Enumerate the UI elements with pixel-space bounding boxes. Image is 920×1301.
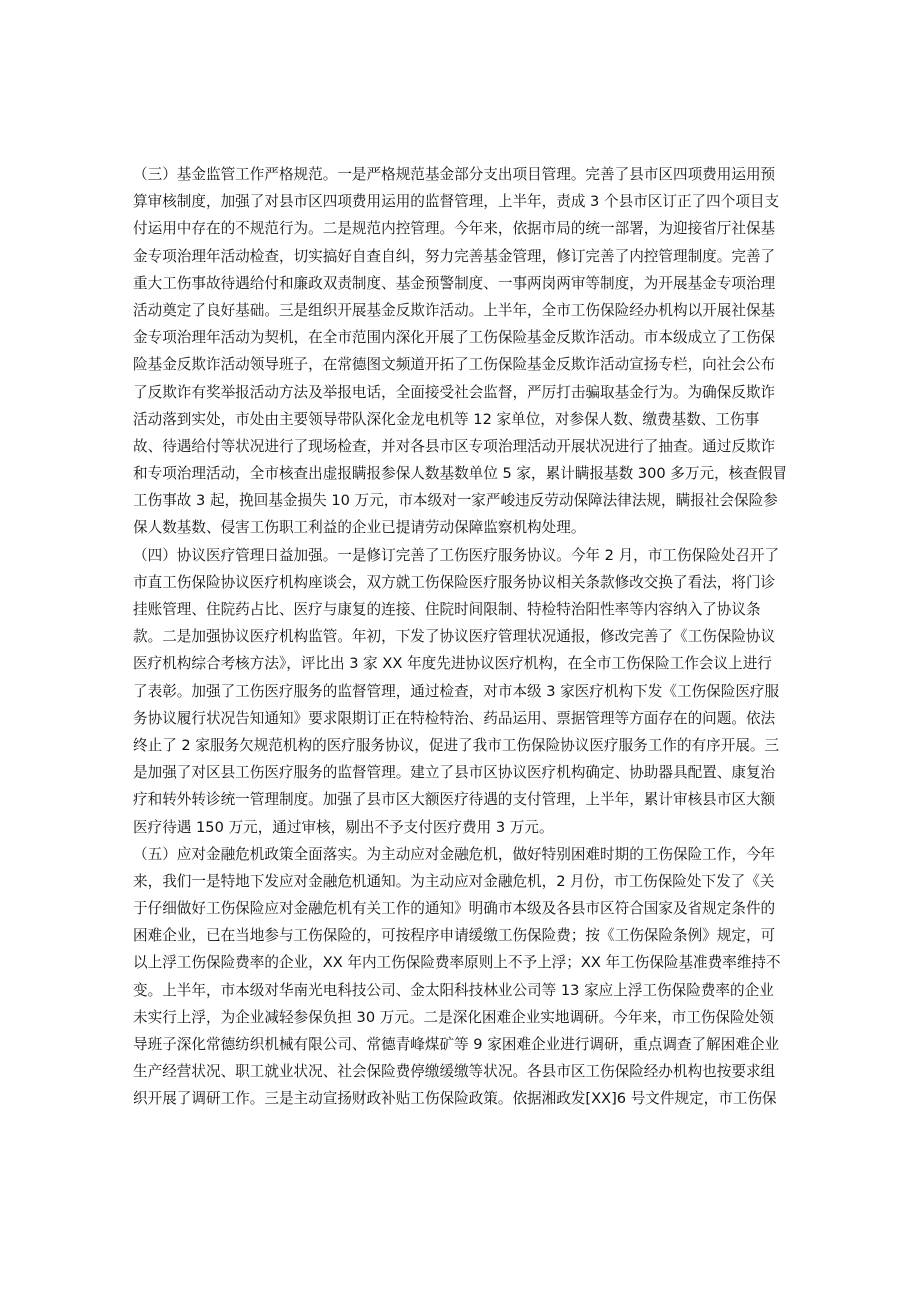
text-line: 医疗待遇 150 万元，通过审核，剔出不予支付医疗费用 3 万元。 (133, 818, 554, 836)
document-body (133, 161, 788, 1113)
text-line: 于仔细做好工伤保险应对金融危机有关工作的通知》明确市本级及各县市区符合国家及省规定条件的 (133, 900, 776, 918)
text-line: 险基金反欺诈活动领导班子，在常德图文频道开拓了工伤保险基金反欺诈活动宣扬专栏，向社会公布 (133, 356, 776, 374)
text-line: 市直工伤保险协议医疗机构座谈会，双方就工伤保险医疗服务协议相关条款修改交换了看法，将门诊 (133, 573, 776, 591)
text-line: 以上浮工伤保险费率的企业，XX 年内工伤保险费率原则上不予上浮；XX 年工伤保险基准费率维持不 (133, 954, 781, 972)
text-line: 务协议履行状况告知通知》要求限期订正在特检特治、药品运用、票据管理等方面存在的问题。依法 (133, 709, 776, 727)
text-line: （三）基金监管工作严格规范。一是严格规范基金部分支出项目管理。完善了县市区四项费用运用预 (133, 166, 776, 183)
text-line: 款。二是加强协议医疗机构监管。年初，下发了协议医疗管理状况通报，修改完善了《工伤保险协议 (133, 628, 776, 646)
text-line: 了表彰。加强了工伤医疗服务的监督管理，通过检查，对市本级 3 家医疗机构下发《工伤保险医疗服 (133, 682, 780, 700)
paragraph-section-three-fund-supervision (133, 161, 788, 542)
text-line: 了反欺诈有奖举报活动方法及举报电话，全面接受社会监督，严厉打击骗取基金行为。为确保反欺诈 (133, 383, 776, 401)
text-line: 疗和转外转诊统一管理制度。加强了县市区大额医疗待遇的支付管理，上半年，累计审核县市区大额 (133, 791, 776, 809)
text-line: 保人数基数、侵害工伤职工利益的企业已提请劳动保障监察机构处理。 (133, 519, 586, 537)
text-line: 金专项治理年活动为契机，在全市范围内深化开展了工伤保险基金反欺诈活动。市本级成立了工伤保 (133, 329, 776, 347)
text-line: 活动落到实处，市处由主要领导带队深化金龙电机等 12 家单位，对参保人数、缴费基数、工伤事 (133, 410, 760, 428)
text-line: 导班子深化常德纺织机械有限公司、常德青峰煤矿等 9 家困难企业进行调研，重点调查了解困难企业 (133, 1036, 780, 1053)
text-line: （五）应对金融危机政策全面落实。为主动应对金融危机，做好特别困难时期的工伤保险工作，今年 (133, 845, 776, 863)
text-line: 金专项治理年活动检查，切实搞好自查自纠，努力完善基金管理，修订完善了内控管理制度。完善了 (133, 247, 776, 265)
text-line: 生产经营状况、职工就业状况、社会保险费停缴缓缴等状况。各县市区工伤保险经办机构也按要求组 (133, 1063, 776, 1081)
text-line: 织开展了调研工作。三是主动宣扬财政补贴工伤保险政策。依据湘政发[XX]6 号文件规定，市工伤保 (133, 1090, 777, 1108)
text-line: 付运用中存在的不规范行为。二是规范内控管理。今年来，依据市局的统一部署，为迎接省厅社保基 (133, 220, 776, 238)
text-line: 终止了 2 家服务欠规范机构的医疗服务协议，促进了我市工伤保险协议医疗服务工作的有序开展。三 (133, 736, 780, 754)
text-line: 医疗机构综合考核方法》，评比出 3 家 XX 年度先进协议医疗机构，在全市工伤保险工作会议上进行 (133, 655, 772, 673)
text-line: 困难企业，已在当地参与工伤保险的，可按程序申请缓缴工伤保险费；按《工伤保险条例》规定，可 (133, 927, 776, 945)
paragraph-section-five-financial-crisis (133, 841, 788, 1113)
text-line: 变。上半年，市本级对华南光电科技公司、金太阳科技林业公司等 13 家应上浮工伤保险费率的企业 (133, 981, 774, 999)
text-line: 是加强了对区县工伤医疗服务的监督管理。建立了县市区协议医疗机构确定、协助器具配置、康复治 (133, 764, 776, 782)
text-line: 工伤事故 3 起，挽回基金损失 10 万元，市本级对一家严峻违反劳动保障法律法规，瞒报社会保险参 (133, 492, 778, 510)
text-line: 挂账管理、住院药占比、医疗与康复的连接、住院时间限制、特检特治阳性率等内容纳入了协议条 (133, 601, 761, 618)
text-line: 来，我们一是特地下发应对金融危机通知。为主动应对金融危机，2 月份，市工伤保险处下发了《关 (133, 872, 775, 890)
paragraph-section-four-medical-agreement (133, 542, 788, 841)
text-line: 故、待遇给付等状况进行了现场检查，并对各县市区专项治理活动开展状况进行了抽查。通过反欺诈 (133, 437, 776, 455)
text-line: 和专项治理活动，全市核查出虚报瞒报参保人数基数单位 5 家，累计瞒报基数 300 多万元，核查假冒 (133, 465, 788, 483)
text-line: 算审核制度，加强了对县市区四项费用运用的监督管理，上半年，责成 3 个县市区订正了四个项目支 (133, 193, 780, 211)
text-line: （四）协议医疗管理日益加强。一是修订完善了工伤医疗服务协议。今年 2 月，市工伤保险处召开了 (133, 546, 780, 564)
text-line: 未实行上浮，为企业减轻参保负担 30 万元。二是深化困难企业实地调研。今年来，市工伤保险处领 (133, 1008, 774, 1026)
text-line: 重大工伤事故待遇给付和廉政双责制度、基金预警制度、一事两岗两审等制度，为开展基金专项治理 (133, 274, 776, 292)
text-line: 活动奠定了良好基础。三是组织开展基金反欺诈活动。上半年，全市工伤保险经办机构以开展社保基 (133, 301, 776, 319)
